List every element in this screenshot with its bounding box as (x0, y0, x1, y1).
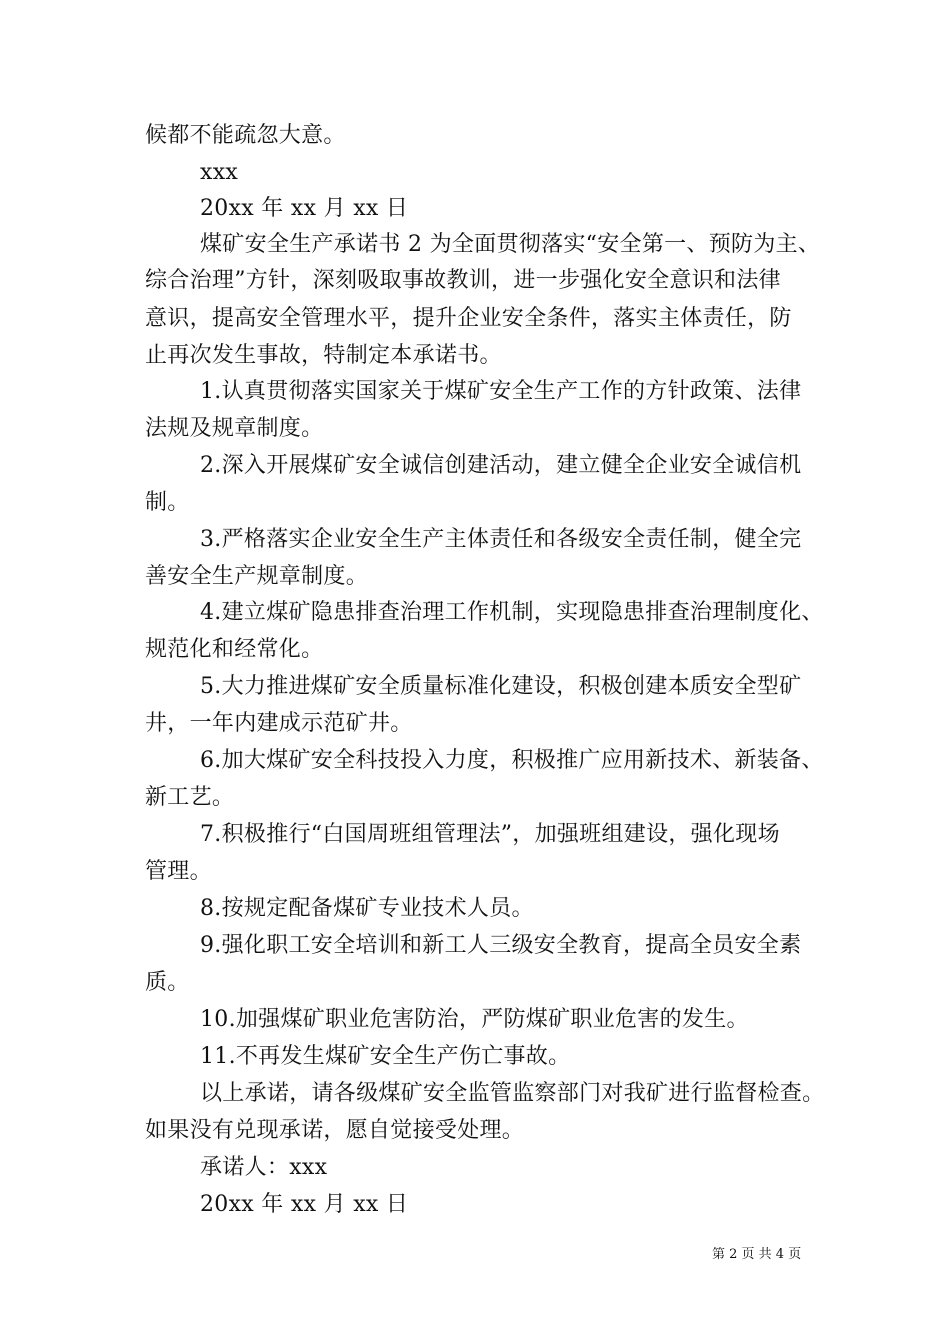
text-line: 新工艺。 (145, 785, 235, 810)
list-item: 3.严格落实企业安全生产主体责任和各级安全责任制，健全完 (200, 527, 802, 552)
text-line: 煤矿安全生产承诺书 2 为全面贯彻落实“安全第一、预防为主、 (200, 232, 821, 257)
text-line: 规范化和经常化。 (145, 637, 324, 662)
list-item: 1.认真贯彻落实国家关于煤矿安全生产工作的方针政策、法律 (200, 379, 802, 404)
text-line: 井，一年内建成示范矿井。 (145, 711, 413, 736)
text-line: 管理。 (145, 859, 212, 884)
text-line: 综合治理”方针，深刻吸取事故教训，进一步强化安全意识和法律 (145, 268, 781, 293)
list-item: 11.不再发生煤矿安全生产伤亡事故。 (200, 1044, 571, 1069)
text-line: 善安全生产规章制度。 (145, 564, 369, 589)
list-item: 2.深入开展煤矿安全诚信创建活动，建立健全企业安全诚信机 (200, 453, 802, 478)
list-item: 5.大力推进煤矿安全质量标准化建设，积极创建本质安全型矿 (200, 674, 802, 699)
list-item: 8.按规定配备煤矿专业技术人员。 (200, 896, 534, 921)
date-line: 20xx 年 xx 月 xx 日 (200, 1192, 409, 1217)
list-item: 10.加强煤矿职业危害防治，严防煤矿职业危害的发生。 (200, 1007, 749, 1032)
text-line: 制。 (145, 490, 190, 515)
text-line: 质。 (145, 970, 190, 995)
page-number: 第 2 页 共 4 页 (712, 1247, 802, 1262)
signatory-line: 承诺人：xxx (200, 1155, 328, 1180)
list-item: 6.加大煤矿安全科技投入力度，积极推广应用新技术、新装备、 (200, 748, 824, 773)
date-line: 20xx 年 xx 月 xx 日 (200, 196, 409, 221)
text-line: 以上承诺，请各级煤矿安全监管监察部门对我矿进行监督检查。 (200, 1081, 825, 1106)
text-line: 意识，提高安全管理水平，提升企业安全条件，落实主体责任，防 (145, 306, 792, 331)
text-line: 止再次发生事故，特制定本承诺书。 (145, 343, 502, 368)
text-line: 如果没有兑现承诺，愿自觉接受处理。 (145, 1118, 525, 1143)
author-placeholder: xxx (200, 160, 239, 185)
text-line: 候都不能疏忽大意。 (145, 123, 346, 148)
list-item: 7.积极推行“白国周班组管理法”，加强班组建设，强化现场 (200, 822, 780, 847)
list-item: 9.强化职工安全培训和新工人三级安全教育，提高全员安全素 (200, 933, 802, 958)
text-line: 法规及规章制度。 (145, 416, 324, 441)
list-item: 4.建立煤矿隐患排查治理工作机制，实现隐患排查治理制度化、 (200, 600, 824, 625)
